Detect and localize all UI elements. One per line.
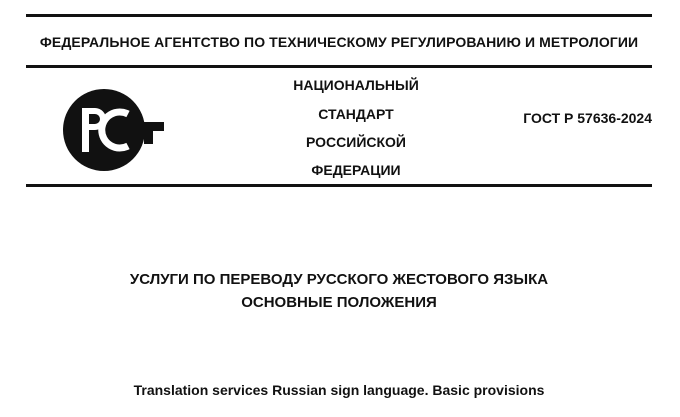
- title-ru-line-2: ОСНОВНЫЕ ПОЛОЖЕНИЯ: [241, 294, 437, 311]
- title-ru-line-1: УСЛУГИ ПО ПЕРЕВОДУ РУССКОГО ЖЕСТОВОГО ЯЗЫКА: [129, 271, 549, 288]
- document-title-ru: [26, 268, 652, 314]
- standard-status-line-3: РОССИЙСКОЙ: [306, 134, 406, 150]
- standard-status-line-1: НАЦИОНАЛЬНЫЙ: [293, 77, 419, 93]
- top-rule: [26, 14, 652, 17]
- standard-designation: ГОСТ Р 57636-2024: [523, 110, 652, 126]
- gost-r-certification-mark-icon: [62, 88, 166, 172]
- header-divider: [26, 65, 652, 68]
- header-bottom-rule: [26, 184, 652, 187]
- standard-status-line-4: ФЕДЕРАЦИИ: [311, 162, 401, 178]
- standard-status-line-2: СТАНДАРТ: [318, 106, 394, 122]
- agency-name: ФЕДЕРАЛЬНОЕ АГЕНТСТВО ПО ТЕХНИЧЕСКОМУ РЕГУЛИРОВАНИЮ И МЕТРОЛОГИИ: [39, 34, 639, 50]
- document-title-en: Translation services Russian sign language. Basic provisions: [133, 382, 545, 398]
